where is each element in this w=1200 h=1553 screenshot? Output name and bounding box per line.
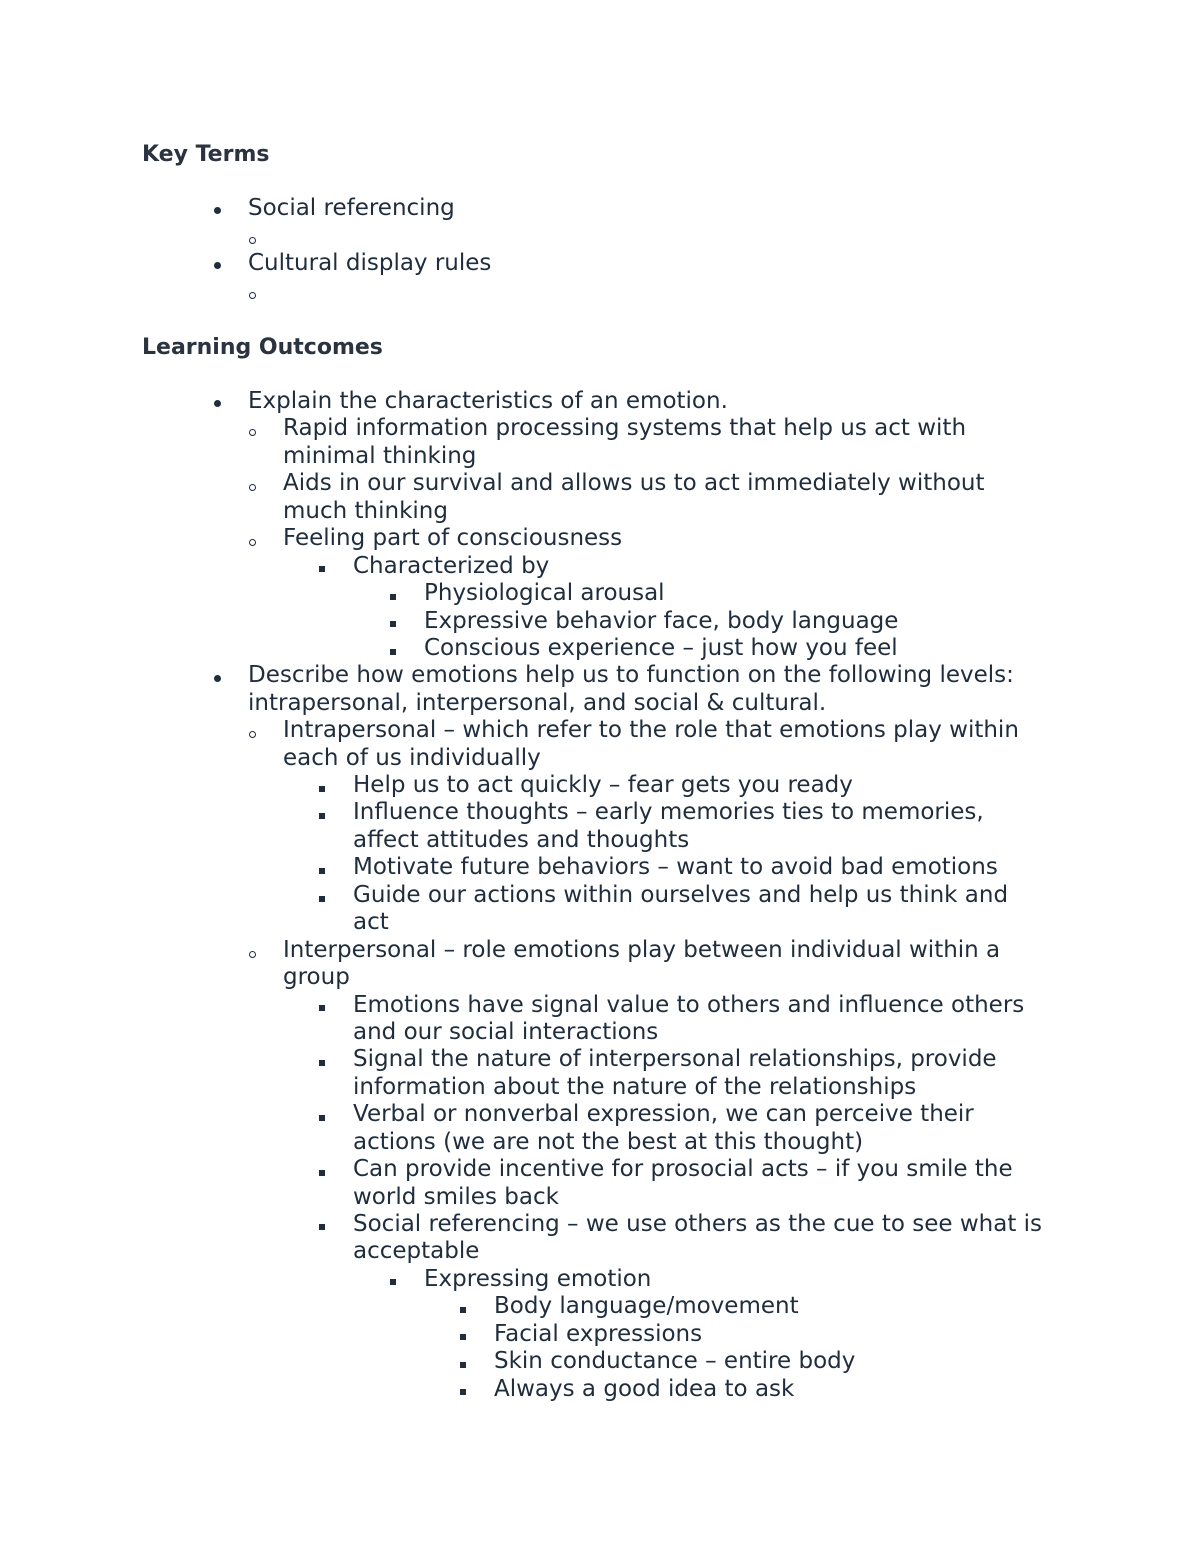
bullet-square-icon [390, 649, 396, 655]
outcome-subsubitem-cont: acceptable [353, 1238, 480, 1264]
bullet-square-icon [460, 1307, 466, 1313]
outcome-level5-item: Skin conductance – entire body [494, 1348, 856, 1374]
outcome-subitem: Aids in our survival and allows us to act immediately without [283, 470, 985, 496]
outcome-subsubitem: Emotions have signal value to others and influence others [353, 992, 1025, 1018]
outcome-subsubitem: Signal the nature of interpersonal relationships, provide [353, 1046, 997, 1072]
bullet-square-icon [319, 896, 325, 902]
bullet-square-icon [319, 868, 325, 874]
bullet-circle-icon [249, 237, 256, 244]
outcome-subsubitem-cont: act [353, 909, 389, 935]
bullet-square-icon [460, 1362, 466, 1368]
bullet-circle-icon [249, 292, 256, 299]
outcome-item: Describe how emotions help us to function on the following levels: [248, 662, 1014, 688]
outcome-subsubitem: Social referencing – we use others as the cue to see what is [353, 1211, 1043, 1237]
bullet-circle-icon [249, 731, 256, 738]
outcome-subsubitem: Verbal or nonverbal expression, we can perceive their [353, 1101, 974, 1127]
bullet-square-icon [319, 1170, 325, 1176]
outcome-item-cont: intrapersonal, interpersonal, and social & cultural. [248, 690, 827, 716]
bullet-square-icon [460, 1389, 466, 1395]
outcome-subitem-cont: minimal thinking [283, 443, 477, 469]
bullet-circle-icon [249, 951, 256, 958]
bullet-disc-icon [214, 400, 221, 407]
outcome-item: Explain the characteristics of an emotion. [248, 388, 728, 414]
outcome-subsubitem-cont: affect attitudes and thoughts [353, 827, 690, 853]
outcome-subsubitem: Guide our actions within ourselves and help us think and [353, 882, 1009, 908]
bullet-square-icon [319, 1115, 325, 1121]
bullet-square-icon [319, 1224, 325, 1230]
outcome-subsubitem: Can provide incentive for prosocial acts – if you smile the [353, 1156, 1013, 1182]
bullet-circle-icon [249, 539, 256, 546]
outcome-level4-item: Expressive behavior face, body language [424, 608, 899, 634]
learning-outcomes-heading: Learning Outcomes [142, 335, 383, 360]
outcome-level4-item: Expressing emotion [424, 1266, 652, 1292]
outcome-subsubitem-cont: world smiles back [353, 1184, 559, 1210]
bullet-square-icon [390, 594, 396, 600]
outcome-subitem: Intrapersonal – which refer to the role that emotions play within [283, 717, 1019, 743]
bullet-square-icon [319, 786, 325, 792]
bullet-square-icon [319, 1005, 325, 1011]
bullet-disc-icon [214, 675, 221, 682]
outcome-level5-item: Facial expressions [494, 1321, 703, 1347]
bullet-disc-icon [214, 262, 221, 269]
key-term-item: Cultural display rules [248, 250, 492, 276]
bullet-square-icon [390, 621, 396, 627]
outcome-subsubitem: Characterized by [353, 553, 550, 579]
outcome-subitem-cont: each of us individually [283, 745, 541, 771]
outcome-level5-item: Always a good idea to ask [494, 1376, 795, 1402]
outcome-subitem: Rapid information processing systems that help us act with [283, 415, 967, 441]
outcome-subsubitem-cont: information about the nature of the relationships [353, 1074, 917, 1100]
outcome-subsubitem: Motivate future behaviors – want to avoid bad emotions [353, 854, 998, 880]
outcome-subitem-cont: much thinking [283, 498, 448, 524]
outcome-subsubitem: Influence thoughts – early memories ties to memories, [353, 799, 984, 825]
outcome-level4-item: Conscious experience – just how you feel [424, 635, 898, 661]
outcome-subsubitem-cont: actions (we are not the best at this thought) [353, 1129, 864, 1155]
outcome-subitem: Interpersonal – role emotions play between individual within a [283, 937, 1001, 963]
outcome-subsubitem: Help us to act quickly – fear gets you ready [353, 772, 853, 798]
outcome-level4-item: Physiological arousal [424, 580, 665, 606]
bullet-square-icon [319, 566, 325, 572]
bullet-square-icon [460, 1334, 466, 1340]
bullet-square-icon [319, 813, 325, 819]
bullet-circle-icon [249, 484, 256, 491]
bullet-disc-icon [214, 207, 221, 214]
outcome-subitem-cont: group [283, 964, 350, 990]
bullet-square-icon [319, 1060, 325, 1066]
outcome-subitem: Feeling part of consciousness [283, 525, 623, 551]
outcome-subsubitem-cont: and our social interactions [353, 1019, 659, 1045]
bullet-square-icon [390, 1279, 396, 1285]
outcome-level5-item: Body language/movement [494, 1293, 799, 1319]
key-terms-heading: Key Terms [142, 142, 270, 167]
key-term-item: Social referencing [248, 195, 455, 221]
bullet-circle-icon [249, 429, 256, 436]
